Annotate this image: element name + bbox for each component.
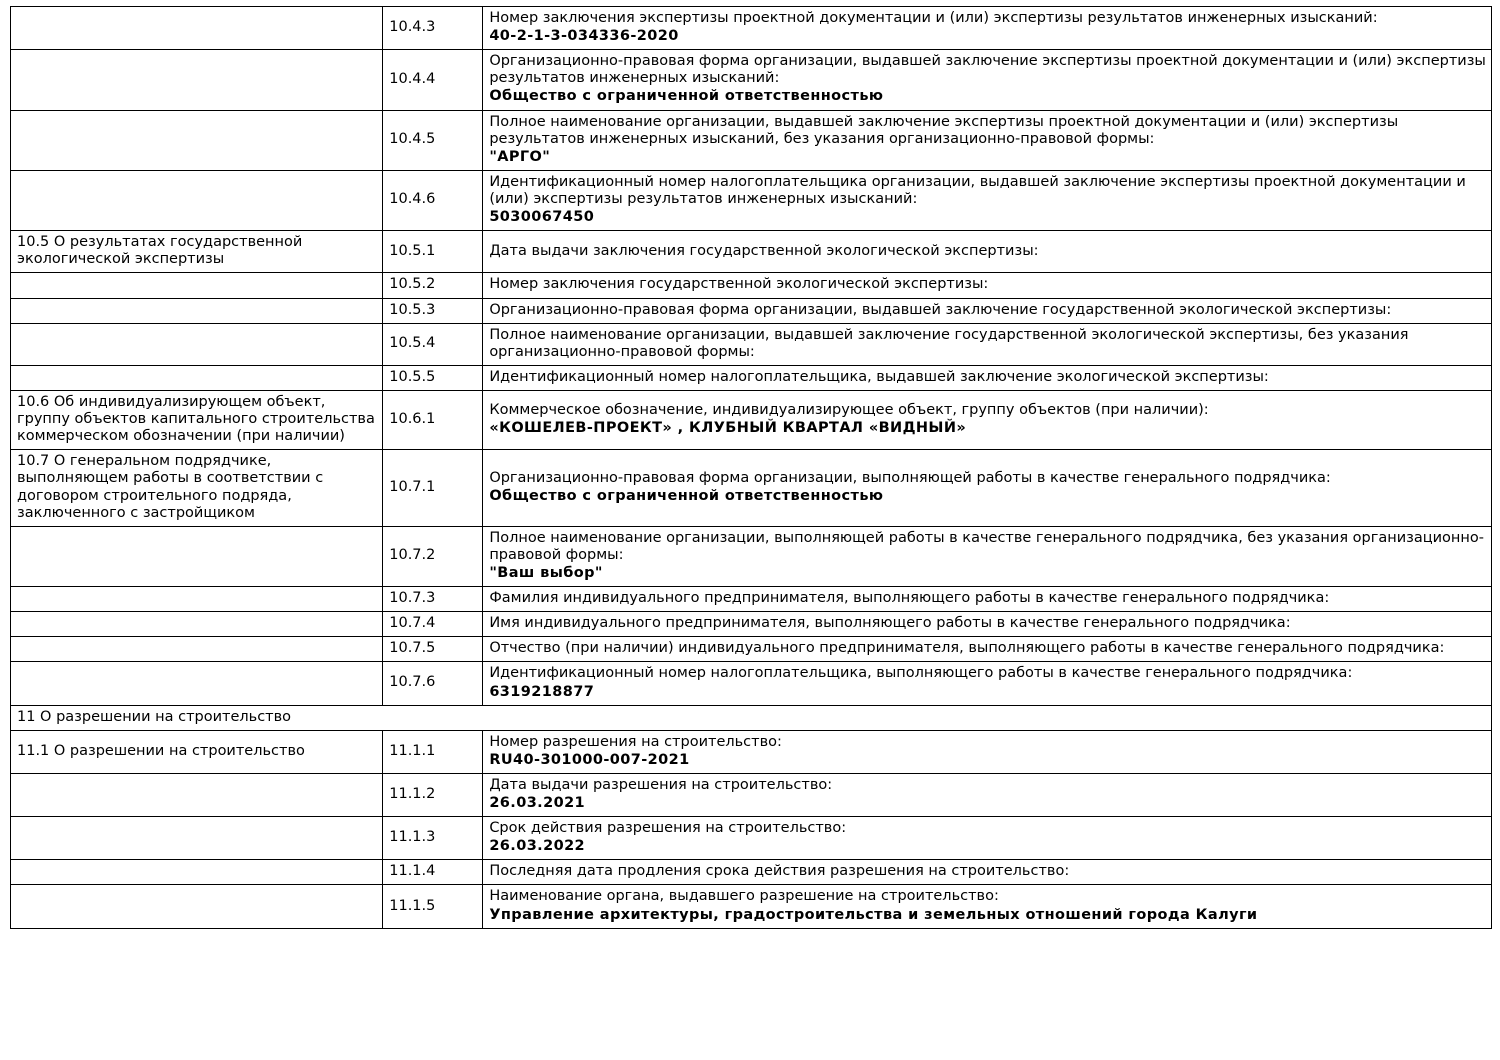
row-value: 6319218877	[489, 683, 595, 700]
table-row	[11, 662, 1492, 705]
row-content	[483, 110, 1492, 170]
row-label: Дата выдачи заключения государственной экологической экспертизы:	[489, 242, 1039, 259]
table-row	[11, 817, 1492, 860]
row-code: 10.7.6	[383, 662, 483, 705]
row-content	[483, 450, 1492, 526]
table-row	[11, 323, 1492, 365]
row-section-label	[11, 637, 383, 662]
row-content	[483, 231, 1492, 273]
table-row	[11, 365, 1492, 390]
table-row	[11, 298, 1492, 323]
table-row	[11, 612, 1492, 637]
row-section-label	[11, 662, 383, 705]
row-code: 10.5.3	[383, 298, 483, 323]
row-code: 10.7.2	[383, 526, 483, 586]
row-code: 11.1.1	[383, 730, 483, 773]
row-section-label	[11, 612, 383, 637]
row-section-label	[11, 773, 383, 816]
row-code: 10.4.6	[383, 170, 483, 230]
row-value: Общество с ограниченной ответственностью	[489, 88, 884, 105]
row-content	[483, 662, 1492, 705]
row-label: Отчество (при наличии) индивидуального предпринимателя, выполняющего работы в качестве генерального подрядчика:	[489, 640, 1445, 657]
row-label: Организационно-правовая форма организации, выдавшей заключение государственной экологической экспертизы:	[489, 301, 1392, 318]
row-content	[483, 612, 1492, 637]
row-content	[483, 170, 1492, 230]
row-content	[483, 817, 1492, 860]
table-row	[11, 885, 1492, 928]
row-section-label: 10.5 О результатах государственной экологической экспертизы	[11, 231, 383, 273]
table-row	[11, 705, 1492, 730]
row-section-label	[11, 273, 383, 298]
row-content	[483, 390, 1492, 449]
row-label: Дата выдачи разрешения на строительство:	[489, 776, 833, 793]
row-code: 10.5.2	[383, 273, 483, 298]
row-label: Номер заключения экспертизы проектной документации и (или) экспертизы результатов инженерных изысканий:	[489, 10, 1378, 26]
row-content	[483, 637, 1492, 662]
table-row	[11, 637, 1492, 662]
row-value: 26.03.2022	[489, 838, 586, 855]
table-row	[11, 231, 1492, 273]
row-value: 26.03.2021	[489, 795, 586, 812]
row-value: "АРГО"	[489, 148, 551, 165]
row-label: Идентификационный номер налогоплательщика, выполняющего работы в качестве генерального подрядчика:	[489, 665, 1353, 682]
row-content	[483, 773, 1492, 816]
table-row	[11, 110, 1492, 170]
row-code: 11.1.2	[383, 773, 483, 816]
row-section-label	[11, 885, 383, 928]
row-value: «КОШЕЛЕВ-ПРОЕКТ» , КЛУБНЫЙ КВАРТАЛ «ВИДНЫЙ»	[489, 420, 967, 437]
table-row	[11, 773, 1492, 816]
table-row	[11, 390, 1492, 449]
project-declaration-table	[10, 6, 1492, 929]
row-value: "Ваш выбор"	[489, 564, 603, 581]
row-code: 10.5.5	[383, 365, 483, 390]
row-content	[483, 50, 1492, 110]
row-code: 10.4.4	[383, 50, 483, 110]
row-code: 11.1.5	[383, 885, 483, 928]
row-section-label	[11, 170, 383, 230]
row-code: 10.5.4	[383, 323, 483, 365]
row-label: Идентификационный номер налогоплательщика организации, выдавшей заключение экспертизы проектной документации и (или) экспертизы результатов инженерных изысканий:	[489, 173, 1466, 207]
table-row	[11, 7, 1492, 50]
table-row	[11, 860, 1492, 885]
row-label: Последняя дата продления срока действия разрешения на строительство:	[489, 863, 1070, 880]
row-code: 10.4.5	[383, 110, 483, 170]
row-label: Фамилия индивидуального предпринимателя, выполняющего работы в качестве генерального подрядчика:	[489, 590, 1330, 607]
table-row	[11, 526, 1492, 586]
row-value: Общество с ограниченной ответственностью	[489, 488, 884, 505]
table-row	[11, 730, 1492, 773]
row-code: 10.7.4	[383, 612, 483, 637]
row-label: Полное наименование организации, выдавшей заключение государственной экологической экспертизы, без указания организационно-правовой формы:	[489, 326, 1409, 360]
row-label: Коммерческое обозначение, индивидуализирующее объект, группу объектов (при наличии):	[489, 402, 1209, 419]
row-label: Имя индивидуального предпринимателя, выполняющего работы в качестве генерального подрядчика:	[489, 615, 1291, 632]
row-code: 10.4.3	[383, 7, 483, 50]
row-content	[483, 365, 1492, 390]
row-content	[483, 7, 1492, 50]
row-label: Организационно-правовая форма организации, выполняющей работы в качестве генерального подрядчика:	[489, 469, 1331, 486]
table-row	[11, 450, 1492, 526]
row-section-label	[11, 817, 383, 860]
row-value: 40-2-1-3-034336-2020	[489, 28, 679, 45]
row-code: 10.7.3	[383, 587, 483, 612]
row-section-label: 10.7 О генеральном подрядчике, выполняющем работы в соответствии с договором строительного подряда, заключенного с застройщиком	[11, 450, 383, 526]
row-section-label	[11, 860, 383, 885]
row-content	[483, 730, 1492, 773]
row-value: 5030067450	[489, 209, 595, 226]
table-body	[11, 7, 1492, 929]
row-section-label: 11.1 О разрешении на строительство	[11, 730, 383, 773]
row-code: 10.7.1	[383, 450, 483, 526]
row-code: 10.5.1	[383, 231, 483, 273]
row-content	[483, 587, 1492, 612]
row-label: Срок действия разрешения на строительство:	[489, 820, 847, 837]
table-row	[11, 587, 1492, 612]
row-label: Номер заключения государственной экологической экспертизы:	[489, 276, 989, 293]
row-section-label	[11, 50, 383, 110]
row-section-label: 11 О разрешении на строительство	[11, 705, 1492, 730]
row-section-label: 10.6 Об индивидуализирующем объект, группу объектов капитального строительства коммерческом обозначении (при наличии)	[11, 390, 383, 449]
row-code: 11.1.3	[383, 817, 483, 860]
row-content	[483, 526, 1492, 586]
table-row	[11, 170, 1492, 230]
row-content	[483, 885, 1492, 928]
row-value: Управление архитектуры, градостроительства и земельных отношений города Калуги	[489, 906, 1258, 923]
row-section-label	[11, 365, 383, 390]
row-value: RU40-301000-007-2021	[489, 751, 690, 768]
row-code: 11.1.4	[383, 860, 483, 885]
table-row	[11, 273, 1492, 298]
row-section-label	[11, 298, 383, 323]
row-label: Идентификационный номер налогоплательщика, выдавшей заключение экологической экспертизы:	[489, 368, 1269, 385]
row-section-label	[11, 7, 383, 50]
row-label: Организационно-правовая форма организации, выдавшей заключение экспертизы проектной документации и (или) экспертизы результатов инженерных изысканий:	[489, 53, 1486, 87]
row-code: 10.7.5	[383, 637, 483, 662]
row-section-label	[11, 526, 383, 586]
row-content	[483, 273, 1492, 298]
row-section-label	[11, 587, 383, 612]
row-section-label	[11, 110, 383, 170]
row-content	[483, 323, 1492, 365]
row-section-label	[11, 323, 383, 365]
row-label: Наименование органа, выдавшего разрешение на строительство:	[489, 888, 999, 905]
row-content	[483, 298, 1492, 323]
table-row	[11, 50, 1492, 110]
row-label: Полное наименование организации, выдавшей заключение экспертизы проектной документации и (или) экспертизы результатов инженерных изысканий, без указания организационно-правовой формы:	[489, 113, 1399, 147]
row-label: Номер разрешения на строительство:	[489, 733, 782, 750]
row-code: 10.6.1	[383, 390, 483, 449]
row-content	[483, 860, 1492, 885]
row-label: Полное наименование организации, выполняющей работы в качестве генерального подрядчика, без указания организационно-правовой формы:	[489, 529, 1484, 563]
